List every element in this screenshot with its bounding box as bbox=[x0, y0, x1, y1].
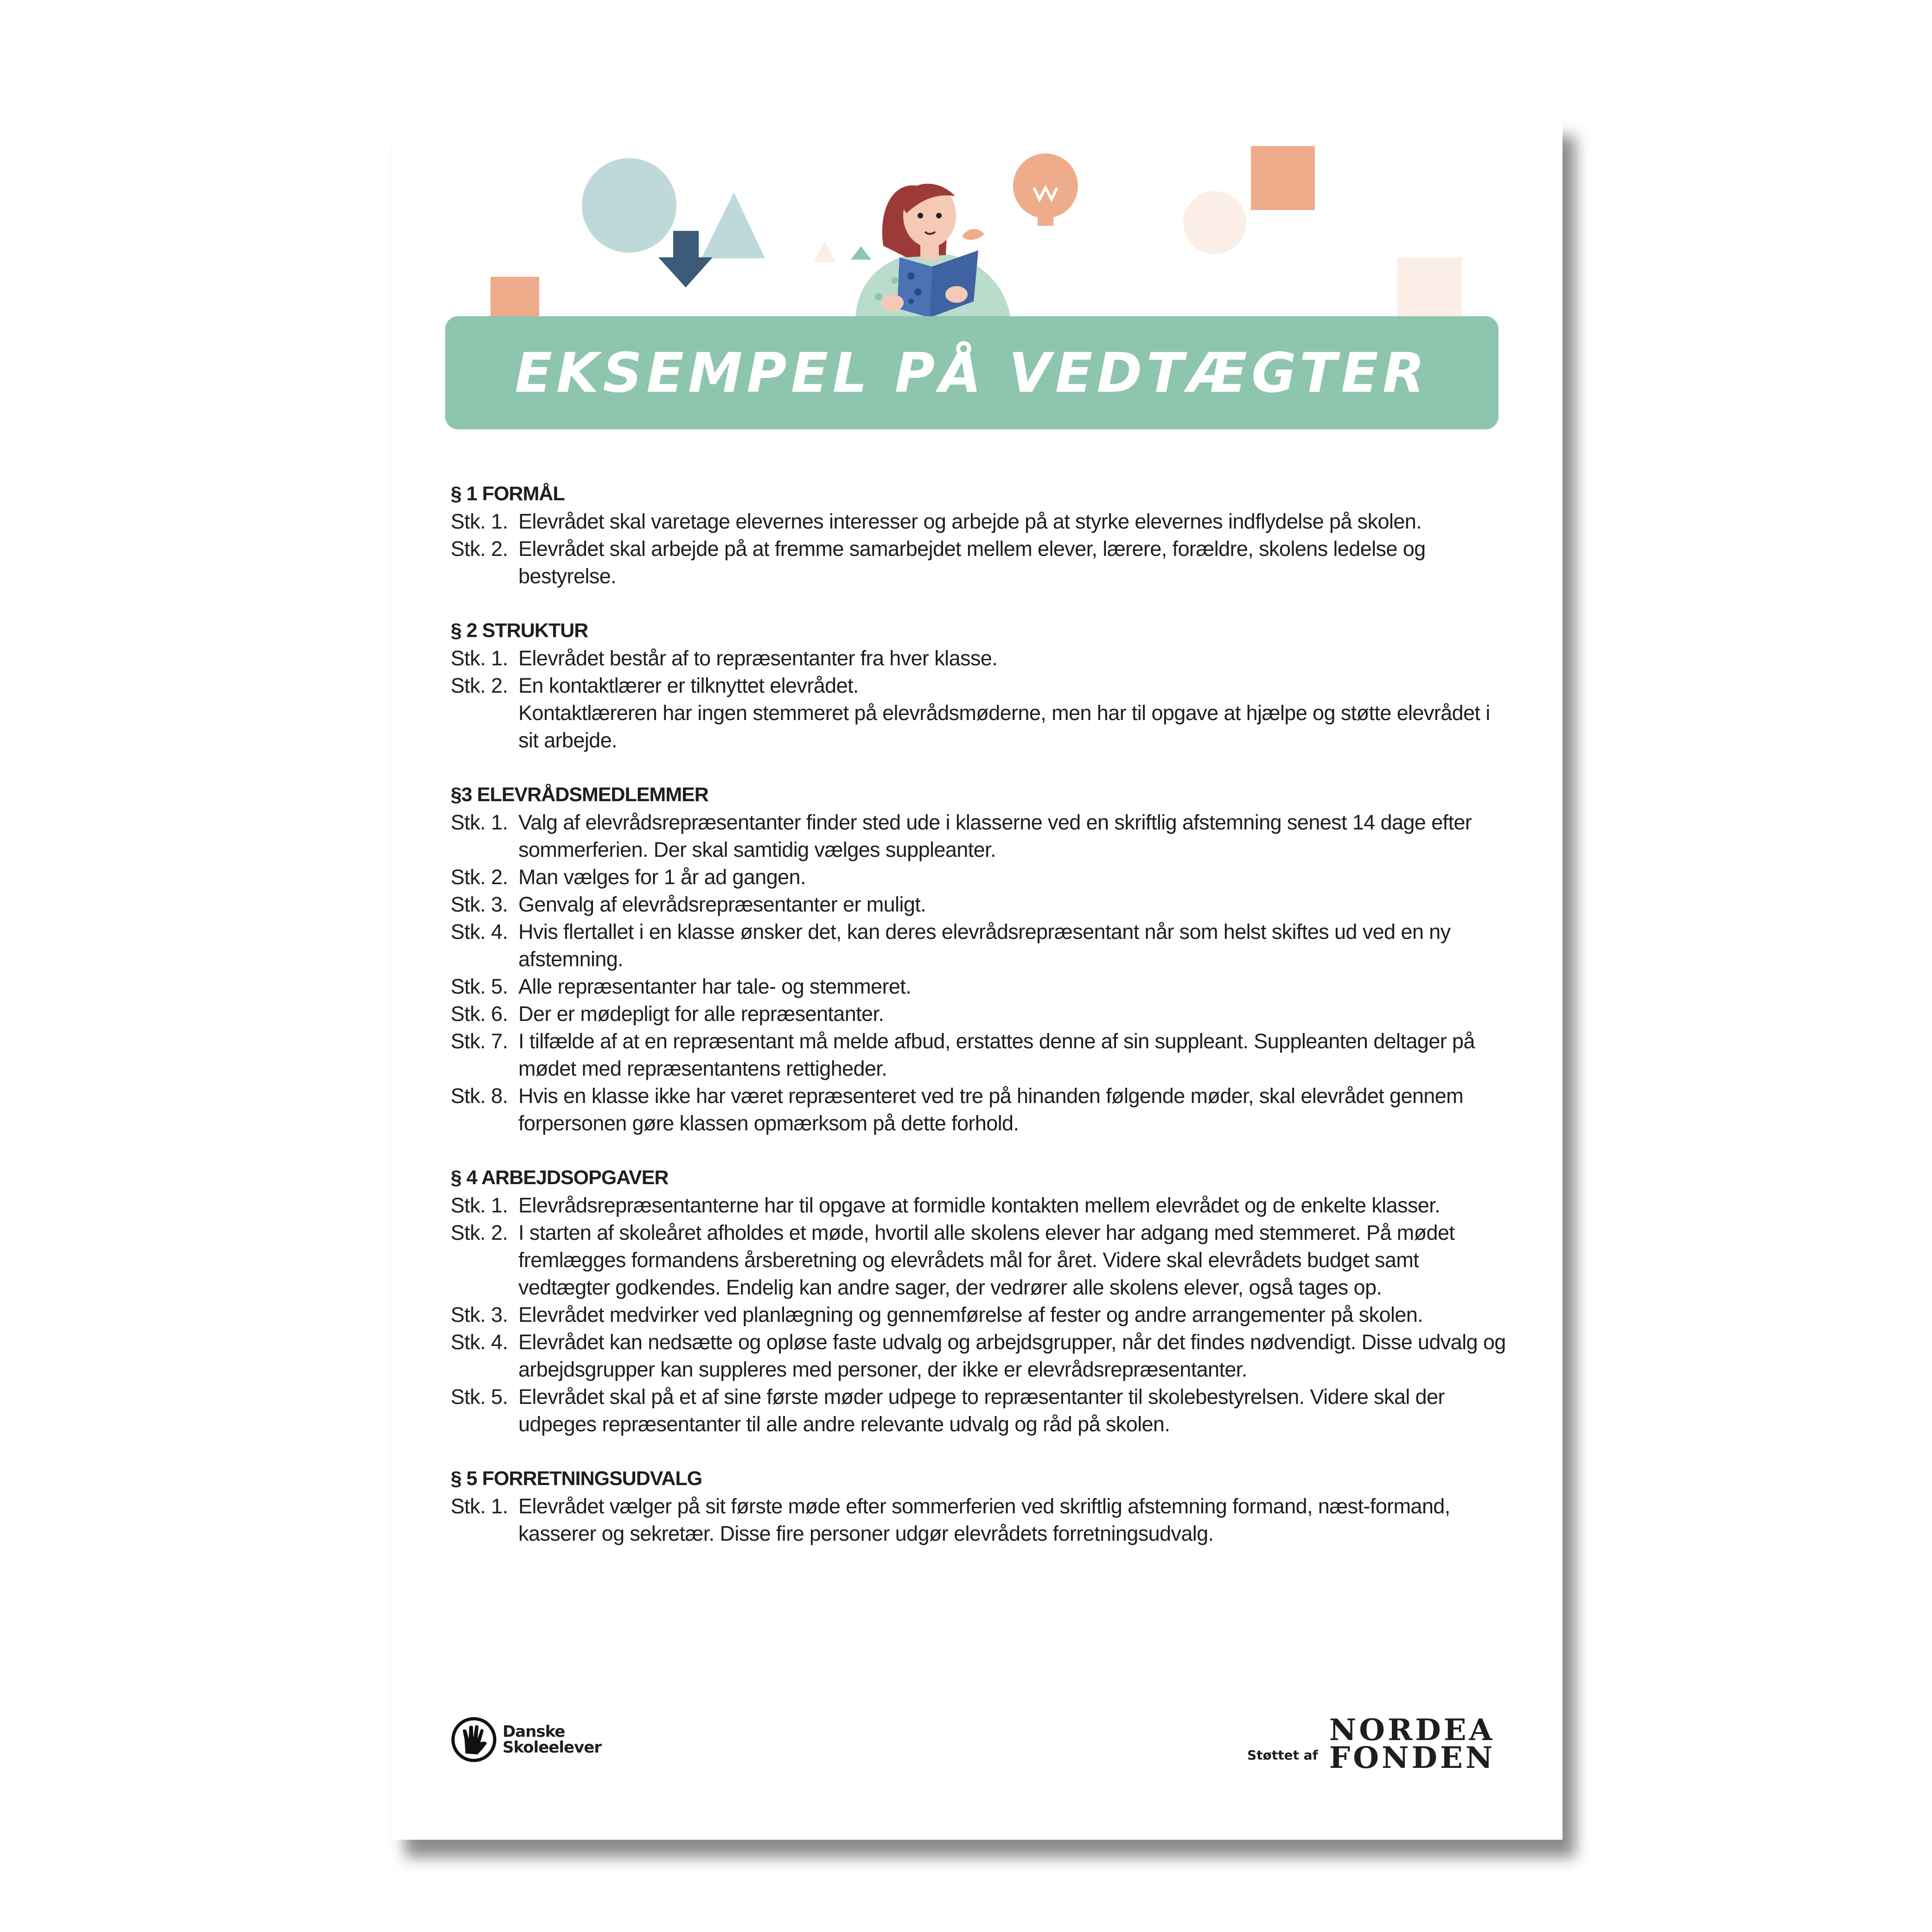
clause-text: Elevrådet skal arbejde på at fremme samarbejdet mellem elever, lærere, forældre, skolens ledelse og bestyrelse. bbox=[518, 537, 1426, 588]
navy-arrow-head bbox=[658, 257, 713, 287]
clause-text: Hvis flertallet i en klasse ønsker det, kan deres elevrådsrepræsentant når som helst skiftes ud ved en ny afstemning. bbox=[518, 920, 1451, 971]
clause-row bbox=[451, 508, 1508, 535]
page-title: EKSEMPEL PÅ VEDTÆGTER bbox=[515, 341, 1429, 405]
clause-row bbox=[451, 1328, 1508, 1383]
clause-row bbox=[451, 809, 1508, 863]
clause-text: Kontaktlæreren har ingen stemmeret på elevrådsmøderne, men har til opgave at hjælpe og støtte elevrådet i sit arbejde. bbox=[518, 701, 1490, 752]
clause-row bbox=[451, 1000, 1508, 1027]
reading-person-icon bbox=[855, 184, 1011, 318]
logo-line-fonden: FONDEN bbox=[1329, 1741, 1496, 1775]
clause-label: Stk. 1. bbox=[451, 510, 508, 533]
clause-label: Stk. 4. bbox=[451, 1330, 508, 1354]
clause-row bbox=[451, 1492, 1508, 1547]
clause-text: Elevrådsrepræsentanterne har til opgave at formidle kontakten mellem elevrådet og de enkelte klasser. bbox=[518, 1193, 1441, 1217]
clause-label: Stk. 2. bbox=[451, 1221, 508, 1244]
logo-line-danske: Danske bbox=[503, 1722, 565, 1741]
clause-text: Genvalg af elevrådsrepræsentanter er muligt. bbox=[518, 893, 926, 916]
logo-line-nordea: NORDEA bbox=[1329, 1713, 1495, 1747]
clause-row bbox=[451, 1301, 1508, 1328]
clause-label: Stk. 3. bbox=[451, 1303, 508, 1326]
clause-label: Stk. 1. bbox=[451, 810, 508, 834]
section bbox=[451, 1164, 1508, 1438]
logo-line-skoleelever: Skoleelever bbox=[503, 1738, 602, 1757]
clause-label: Stk. 4. bbox=[451, 920, 508, 944]
clause-row bbox=[451, 1219, 1508, 1301]
clause-text: Elevrådet består af to repræsentanter fra hver klasse. bbox=[518, 646, 998, 670]
pale-triangle-shape bbox=[814, 241, 836, 262]
clause-row bbox=[451, 891, 1508, 918]
hand-icon bbox=[451, 1716, 497, 1763]
section bbox=[451, 781, 1508, 1137]
header-illustration bbox=[392, 118, 1562, 318]
clause-text: I starten af skoleåret afholdes et møde, hvortil alle skolens elever har adgang med stemmeret. På mødet fremlægges formandens årsberetning og elevrådets mål for året. Videre skal elevrådets budget samt vedtægter godkendes. Endelig kan andre sager, der vedrører alle skolens elever, også tages op. bbox=[518, 1221, 1455, 1299]
clause-label: Stk. 5. bbox=[451, 975, 508, 998]
pale-square-shape bbox=[1397, 257, 1462, 318]
clause-text: I tilfælde af at en repræsentant må melde afbud, erstattes denne af sin suppleant. Suppleanten deltager på mødet med repræsentantens rettigheder. bbox=[518, 1029, 1475, 1080]
teal-triangle-shape bbox=[701, 192, 765, 258]
clause-row bbox=[451, 918, 1508, 973]
clause-label: Stk. 1. bbox=[451, 1193, 508, 1217]
clause-row bbox=[451, 672, 1508, 699]
clause-row bbox=[451, 1192, 1508, 1219]
section bbox=[451, 1465, 1508, 1547]
nordea-fonden-logo bbox=[1247, 1713, 1496, 1775]
clause-label: Stk. 2. bbox=[451, 674, 508, 697]
section-title: §3 ELEVRÅDSMEDLEMMER bbox=[451, 784, 708, 806]
navy-arrow-stem bbox=[673, 231, 699, 260]
pale-circle-shape bbox=[1183, 191, 1246, 254]
clause-text: Hvis en klasse ikke har været repræsenteret ved tre på hinanden følgende møder, skal elevrådet gennem forpersonen gøre klassen opmærksom på dette forhold. bbox=[518, 1084, 1463, 1135]
section-title: § 4 ARBEJDSOPGAVER bbox=[451, 1167, 669, 1189]
clause-row bbox=[451, 973, 1508, 1000]
section-title: § 2 STRUKTUR bbox=[451, 619, 588, 642]
clause-text: Alle repræsentanter har tale- og stemmeret. bbox=[518, 975, 912, 998]
clause-text: Elevrådet vælger på sit første møde efter sommerferien ved skriftlig afstemning formand, næst-formand, kasserer og sekretær. Disse fire personer udgør elevrådets forretningsudvalg. bbox=[518, 1494, 1450, 1545]
clause-label: Stk. 1. bbox=[451, 646, 508, 670]
clause-label: Stk. 2. bbox=[451, 537, 508, 561]
section bbox=[451, 480, 1508, 590]
clause-text: Valg af elevrådsrepræsentanter finder sted ude i klasserne ved en skriftlig afstemning senest 14 dage efter sommerferien. Der skal samtidig vælges suppleanter. bbox=[518, 810, 1472, 861]
clause-row bbox=[451, 1383, 1508, 1438]
document-page bbox=[392, 118, 1562, 1840]
clause-label: Stk. 8. bbox=[451, 1084, 508, 1108]
clause-text: Der er mødepligt for alle repræsentanter. bbox=[518, 1002, 884, 1026]
peach-square-right-shape bbox=[1251, 146, 1315, 210]
clause-text: En kontaktlærer er tilknyttet elevrådet. bbox=[518, 674, 859, 697]
clause-label bbox=[451, 699, 518, 754]
peach-square-left-shape bbox=[491, 277, 539, 318]
section-title: § 1 FORMÅL bbox=[451, 483, 565, 505]
supported-by-label: Støttet af bbox=[1247, 1747, 1318, 1763]
clause-label: Stk. 6. bbox=[451, 1002, 508, 1026]
clause-text: Man vælges for 1 år ad gangen. bbox=[518, 865, 806, 889]
clause-label: Stk. 7. bbox=[451, 1029, 508, 1053]
clause-label: Stk. 5. bbox=[451, 1385, 508, 1409]
title-banner bbox=[445, 316, 1498, 429]
clause-label: Stk. 1. bbox=[451, 1494, 508, 1518]
section-title: § 5 FORRETNINGSUDVALG bbox=[451, 1467, 702, 1490]
clause-text: Elevrådet skal varetage elevernes interesser og arbejde på at styrke elevernes indflydelse på skolen. bbox=[518, 510, 1422, 533]
clause-row bbox=[451, 1027, 1508, 1082]
danske-skoleelever-logo bbox=[451, 1716, 601, 1763]
small-teal-triangle-shape bbox=[851, 246, 871, 260]
clause-row bbox=[451, 863, 1508, 891]
clause-row bbox=[451, 644, 1508, 672]
clause-text: Elevrådet medvirker ved planlægning og gennemførelse af fester og andre arrangementer på skolen. bbox=[518, 1303, 1423, 1326]
section bbox=[451, 617, 1508, 754]
clause-label: Stk. 3. bbox=[451, 893, 508, 916]
clause-label: Stk. 2. bbox=[451, 865, 508, 889]
clause-row bbox=[451, 1082, 1508, 1137]
clause-row bbox=[451, 699, 1508, 754]
clause-text: Elevrådet kan nedsætte og opløse faste udvalg og arbejdsgrupper, når det findes nødvendigt. Disse udvalg og arbejdsgrupper kan suppleres med personer, der ikke er elevrådsrepræsentanter. bbox=[518, 1330, 1506, 1381]
teal-circle-shape bbox=[582, 158, 676, 253]
clause-text: Elevrådet skal på et af sine første møder udpege to repræsentanter til skolebestyrelsen. Videre skal der udpeges repræsentanter til alle andre relevante udvalg og råd på skolen. bbox=[518, 1385, 1445, 1436]
document-content bbox=[451, 480, 1508, 1574]
clause-row bbox=[451, 535, 1508, 590]
